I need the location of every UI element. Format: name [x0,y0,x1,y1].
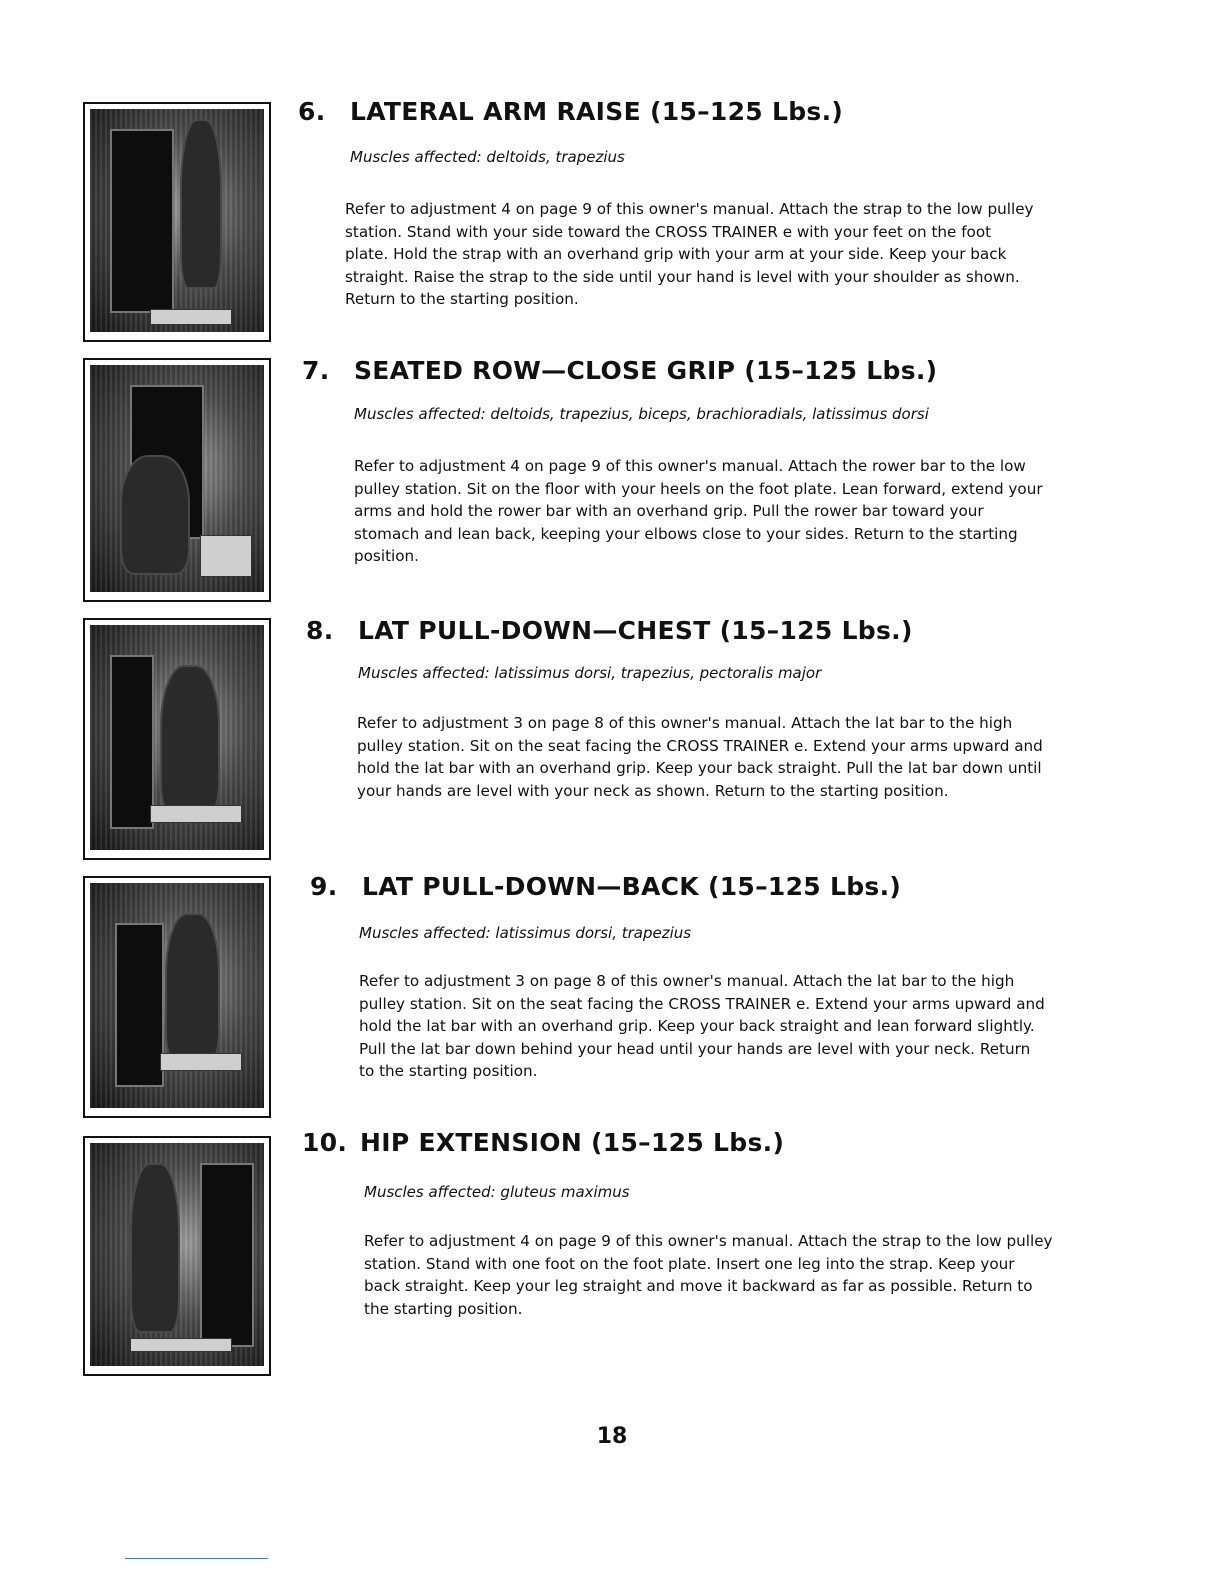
exercise-title: LAT PULL-DOWN—CHEST (15–125 Lbs.) [358,616,913,645]
exercise-title: SEATED ROW—CLOSE GRIP (15–125 Lbs.) [354,356,938,385]
muscles-affected: Muscles affected: latissimus dorsi, trapezius [359,924,692,942]
exercise-number: 6. [298,97,326,126]
exercise-heading [306,616,913,645]
foot-plate-shape [200,535,252,577]
machine-shape [115,923,164,1087]
exercise-photo-10 [83,1136,271,1376]
exercise-instructions: Refer to adjustment 3 on page 8 of this owner's manual. Attach the lat bar to the high pulley station. Sit on the seat facing the CROSS TRAINER e. Extend your arms upward and hold the lat bar with an overhand grip. Keep your back straight. Pull the lat bar down until your hands are level with your neck as shown. Return to the starting position. [357,714,1043,800]
muscles-affected: Muscles affected: gluteus maximus [364,1183,630,1201]
exercise-heading [302,356,937,385]
person-figure [130,1163,180,1333]
exercise-instructions: Refer to adjustment 4 on page 9 of this owner's manual. Attach the strap to the low pulley station. Stand with one foot on the foot plate. Insert one leg into the strap. Keep your back straight. Keep your leg straight and move it backward as far as possible. Return to the starting position. [364,1232,1053,1318]
exercise-instructions: Refer to adjustment 3 on page 8 of this owner's manual. Attach the lat bar to the high pulley station. Sit on the seat facing the CROSS TRAINER e. Extend your arms upward and hold the lat bar with an overhand grip. Keep your back straight and lean forward slightly. Pull the lat bar down behind your head until your hands are level with your neck. Return to the starting position. [359,972,1045,1080]
exercise-number: 8. [306,616,334,645]
exercise-title: LATERAL ARM RAISE (15–125 Lbs.) [350,97,844,126]
muscles-affected: Muscles affected: deltoids, trapezius, biceps, brachioradials, latissimus dorsi [354,405,929,423]
exercise-photo-8 [83,618,271,860]
exercise-instructions: Refer to adjustment 4 on page 9 of this owner's manual. Attach the rower bar to the low pulley station. Sit on the floor with your heels on the foot plate. Lean forward, extend your arms and hold the rower bar with an overhand grip. Pull the rower bar toward your stomach and lean back, keeping your elbows close to your sides. Return to the starting position. [354,457,1043,565]
person-figure [120,455,190,575]
machine-shape [200,1163,254,1347]
machine-shape [110,129,174,313]
foot-plate-shape [130,1338,232,1352]
foot-plate-shape [150,309,232,325]
exercise-heading [302,1128,784,1157]
photo-image [90,109,264,332]
photo-image [90,1143,264,1366]
exercise-number: 10. [302,1128,348,1157]
photo-image [90,625,264,850]
person-figure [165,913,220,1063]
seat-shape [160,1053,242,1071]
machine-shape [110,655,154,829]
exercise-heading [298,97,843,126]
exercise-photo-9 [83,876,271,1118]
photo-image [90,883,264,1108]
exercise-instructions: Refer to adjustment 4 on page 9 of this owner's manual. Attach the strap to the low pulley station. Stand with your side toward the CROSS TRAINER e with your feet on the foot plate. Hold the strap with an overhand grip with your arm at your side. Keep your back straight. Raise the strap to the side until your hand is level with your shoulder as shown. Return to the starting position. [345,200,1034,308]
exercise-title: LAT PULL-DOWN—BACK (15–125 Lbs.) [362,872,902,901]
exercise-photo-6 [83,102,271,342]
exercise-number: 9. [310,872,338,901]
person-figure [160,665,220,815]
exercise-title: HIP EXTENSION (15–125 Lbs.) [360,1128,785,1157]
muscles-affected: Muscles affected: deltoids, trapezius [350,148,625,166]
seat-shape [150,805,242,823]
exercise-photo-7 [83,358,271,602]
exercise-number: 7. [302,356,330,385]
page-number: 18 [596,1424,628,1449]
exercise-heading [310,872,901,901]
photo-image [90,365,264,592]
footer-rule [125,1558,268,1559]
person-figure [180,119,222,289]
muscles-affected: Muscles affected: latissimus dorsi, trapezius, pectoralis major [358,664,822,682]
